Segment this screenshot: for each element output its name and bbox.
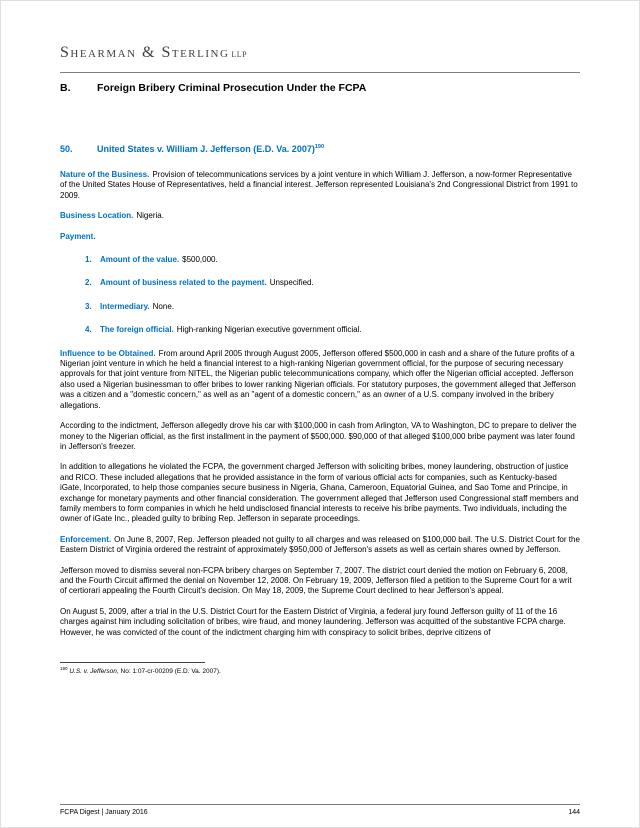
section-title: Foreign Bribery Criminal Prosecution Under the FCPA: [97, 82, 367, 94]
case-body: [60, 170, 580, 638]
page-footer: [60, 804, 580, 816]
business-location-paragraph: [60, 211, 580, 221]
business-location-label: Business Location.: [60, 211, 134, 221]
firm-logo: [60, 44, 580, 62]
payment-item-1-text: $500,000.: [182, 255, 218, 265]
enforcement-paragraph: [60, 535, 580, 556]
business-location-text: Nigeria.: [136, 211, 164, 221]
payment-item-3-label: Intermediary.: [100, 301, 150, 311]
footer-row: [60, 809, 580, 816]
payment-item-3-text: None.: [152, 301, 175, 311]
case-title: United States v. William J. Jefferson (E.D. Va. 2007): [97, 144, 315, 154]
case-footnote-ref: 190: [314, 144, 325, 150]
payment-item-4-text: High-ranking Nigerian executive government official.: [176, 325, 362, 335]
influence-paragraph: [60, 349, 580, 411]
payment-item-4-number: 4.: [85, 325, 92, 335]
payment-item-3-body: [100, 302, 174, 312]
payment-item-1: [60, 255, 580, 265]
case-title-wrap: [97, 144, 324, 154]
influence-label: Influence to be Obtained.: [60, 348, 156, 358]
footnote-block: [60, 662, 580, 675]
footnote-citation: , No: 1:07-cr-00209 (E.D. Va. 2007).: [116, 668, 221, 676]
enforcement-label: Enforcement.: [60, 534, 112, 544]
footer-divider: [60, 804, 580, 805]
firm-logo-suffix: LLP: [231, 50, 248, 59]
payment-item-2-label: Amount of business related to the payment.: [100, 278, 267, 288]
header-divider: [60, 72, 580, 73]
section-number: B.: [60, 82, 71, 94]
payment-item-3-number: 3.: [85, 301, 92, 311]
nature-of-business-paragraph: [60, 170, 580, 201]
payment-label: Payment.: [60, 231, 96, 241]
nature-of-business-text: Provision of telecommunications services by a joint venture in which William J. Jefferson, a now-former Representative of the United States House of Representatives, held a financial interest. Jefferson represented Louisiana's 2nd Congressional District from 1991 to 2009.: [60, 170, 578, 200]
section-heading: [60, 82, 580, 94]
payment-item-2-number: 2.: [85, 278, 92, 288]
payment-list: [60, 255, 580, 336]
footnote-divider: [60, 662, 205, 663]
footer-publication: FCPA Digest | January 2016: [60, 809, 148, 816]
enforcement-text: On June 8, 2007, Rep. Jefferson pleaded not guilty to all charges and was released on $100,000 bail. The U.S. District Court for the Eastern District of Virginia ordered the restraint of approximately $950,000 of Jefferson's assets as well as certain shares owned by Jefferson.: [60, 534, 580, 555]
payment-item-4-body: [100, 325, 362, 335]
nature-of-business-label: Nature of the Business.: [60, 170, 150, 179]
indictment-paragraph: According to the indictment, Jefferson allegedly drove his car with $100,000 in cash from Arlington, VA to Washington, DC to prepare to deliver the money to the Nigerian official, as the first installment in the payment of $500,000. $90,000 of that alleged $100,000 bribe payment was later found in Jefferson's freezer.: [60, 421, 577, 451]
payment-item-1-body: [100, 255, 218, 265]
trial-paragraph: On August 5, 2009, after a trial in the U.S. District Court for the Eastern District of Virginia, a federal jury found Jefferson guilty of 11 of the 16 charges against him including solicitation of bribes, wire fraud, and money laundering. Jefferson was acquitted of the substantive FCPA charge. However, he was convicted of the count of the indictment charging him with conspiracy to solicit bribes, deprive citizens of: [60, 606, 566, 637]
footnote-case-name: U.S. v. Jefferson: [69, 668, 117, 676]
case-heading: [60, 144, 580, 154]
dismissal-paragraph: Jefferson moved to dismiss several non-FCPA bribery charges on September 7, 2007. The district court denied the motion on February 6, 2008, and the Fourth Circuit affirmed the denial on November 12, 2008. On February 19, 2009, Jefferson filed a petition to the Supreme Court for a writ of certiorari appealing the Fourth Circuit's decision. On May 18, 2009, the Supreme Court declined to hear Jefferson's appeal.: [60, 565, 572, 596]
footnote: [60, 666, 580, 675]
payment-item-1-label: Amount of the value.: [100, 255, 180, 265]
case-number: 50.: [60, 144, 73, 154]
footer-page-number: 144: [568, 809, 580, 816]
payment-heading-paragraph: [60, 232, 580, 242]
payment-item-2-body: [100, 278, 314, 288]
additional-allegations-paragraph: In addition to allegations he violated the FCPA, the government charged Jefferson with soliciting bribes, money laundering, obstruction of justice and RICO. These included allegations that he provided assistance in the form of various official acts for companies, such as Kentucky-based iGate, Incorporated, to help those companies secure business in Nigeria, Ghana, Cameroon, Equatorial Guinea, and Sao Tome and Principe, in exchange for monetary payments and other financial consideration. The government alleged that Jefferson used Congressional staff members and family members to form companies in which he held undisclosed financial interests to receive his bribe payments. Two individuals, including the owner of iGate Inc., pleaded guilty to bribing Rep. Jefferson in separate proceedings.: [60, 462, 579, 524]
payment-item-3: [60, 302, 580, 312]
influence-text: From around April 2005 through August 2005, Jefferson offered $500,000 in cash and a share of the future profits of a Nigerian joint venture in which he held a financial interest to a high-ranking Nigerian government official, for the purpose of securing necessary approvals for that joint venture from NITEL, the Nigerian public telecommunications company, which offer the Nigerian official accepted. Jefferson also used a Nigerian businessman to offer bribes to lower ranking Nigerian officials. For statutory purposes, the government alleged that Jefferson was a citizen and a "domestic concern," as well as an "agent of a domestic concern," as an owner of a U.S. company involved in the bribery allegations.: [60, 348, 576, 410]
payment-item-4-label: The foreign official.: [100, 325, 174, 335]
footnote-number: 190: [60, 666, 68, 671]
firm-logo-name: Shearman & Sterling: [60, 44, 230, 61]
payment-item-1-number: 1.: [85, 255, 92, 265]
payment-item-2-text: Unspecified.: [269, 278, 314, 288]
payment-item-4: [60, 325, 580, 335]
payment-item-2: [60, 278, 580, 288]
